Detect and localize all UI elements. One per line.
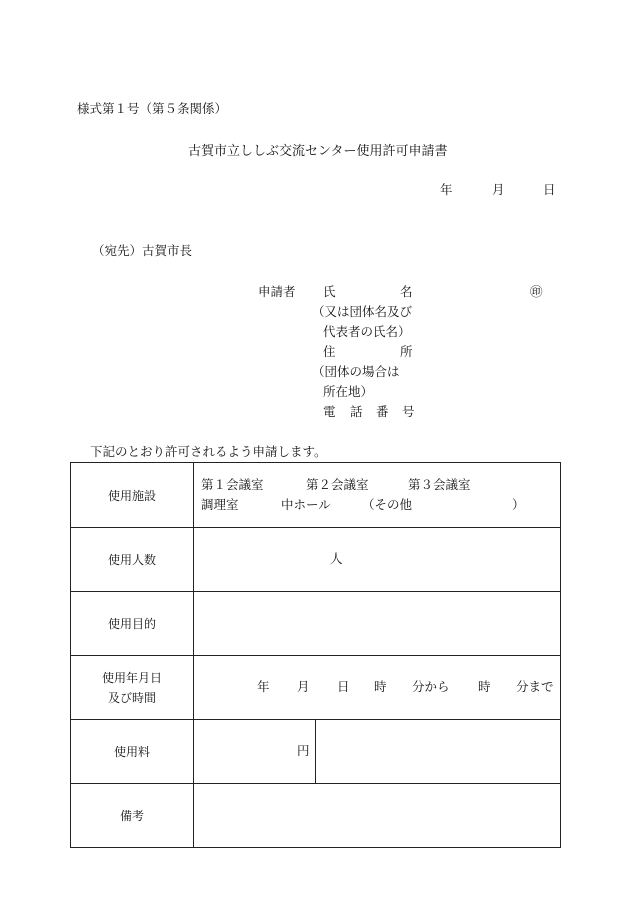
datetime-cell[interactable] xyxy=(194,656,561,720)
facility-label: 使用施設 xyxy=(71,463,194,528)
datetime-label xyxy=(71,656,194,720)
datetime-label-line2: 及び時間 xyxy=(107,690,156,705)
remarks-cell[interactable] xyxy=(194,784,561,848)
applicant-name-note-1: （又は団体名及び xyxy=(312,304,413,319)
facility-option-hall[interactable]: 中ホール xyxy=(281,497,331,512)
row-datetime xyxy=(71,656,561,720)
row-remarks xyxy=(71,784,561,848)
date-month: 月 xyxy=(492,182,505,197)
fee-unit: 円 xyxy=(297,743,310,758)
row-fee xyxy=(71,720,561,784)
applicant-address-note-2: 所在地） xyxy=(323,384,374,399)
fee-label: 使用料 xyxy=(71,720,194,784)
date-day: 日 xyxy=(543,182,556,197)
purpose-cell[interactable] xyxy=(194,592,561,656)
datetime-hour-to: 時 xyxy=(478,679,491,694)
datetime-minute-to: 分まで xyxy=(516,679,554,694)
phone-char-4: 号 xyxy=(402,404,415,419)
application-table xyxy=(70,462,561,848)
datetime-year: 年 xyxy=(257,679,270,694)
phone-char-2: 話 xyxy=(350,404,363,419)
people-unit: 人 xyxy=(330,551,343,566)
datetime-day: 日 xyxy=(337,679,350,694)
facility-option-other[interactable]: （その他 xyxy=(362,497,413,512)
row-facility xyxy=(71,463,561,528)
phone-char-3: 番 xyxy=(376,404,389,419)
intro-text: 下記のとおり許可されるよう申請します。 xyxy=(90,444,327,459)
facility-option-other-close: ） xyxy=(512,497,525,512)
datetime-hour-from: 時 xyxy=(374,679,387,694)
people-label: 使用人数 xyxy=(71,528,194,592)
facility-option-kitchen[interactable]: 調理室 xyxy=(201,497,239,512)
facility-option-room3[interactable]: 第３会議室 xyxy=(408,477,471,492)
applicant-address-note-1: （団体の場合は xyxy=(312,364,400,379)
people-cell[interactable] xyxy=(194,528,561,592)
seal-mark: ㊞ xyxy=(530,284,543,299)
applicant-label: 申請者 xyxy=(258,284,296,299)
applicant-name-char-1: 氏 xyxy=(323,284,336,299)
facility-option-room2[interactable]: 第２会議室 xyxy=(306,477,369,492)
remarks-label: 備考 xyxy=(71,784,194,848)
form-title: 古賀市立ししぶ交流センター使用許可申請書 xyxy=(188,144,448,159)
applicant-name-note-2: 代表者の氏名） xyxy=(323,324,411,339)
date-year: 年 xyxy=(440,182,453,197)
facility-option-room1[interactable]: 第１会議室 xyxy=(201,477,264,492)
addressee: （宛先）古賀市長 xyxy=(92,243,193,258)
fee-cell[interactable] xyxy=(194,720,561,784)
datetime-month: 月 xyxy=(297,679,310,694)
purpose-label: 使用目的 xyxy=(71,592,194,656)
facility-cell[interactable] xyxy=(194,463,561,528)
applicant-name-char-2: 名 xyxy=(400,284,413,299)
form-number: 様式第１号（第５条関係） xyxy=(77,101,228,116)
row-people xyxy=(71,528,561,592)
fee-divider xyxy=(315,720,316,783)
applicant-address-char-1: 住 xyxy=(323,344,336,359)
row-purpose xyxy=(71,592,561,656)
applicant-address-char-2: 所 xyxy=(400,344,413,359)
phone-char-1: 電 xyxy=(323,404,336,419)
datetime-label-line1: 使用年月日 xyxy=(101,670,162,685)
datetime-minute-from: 分から xyxy=(412,679,450,694)
